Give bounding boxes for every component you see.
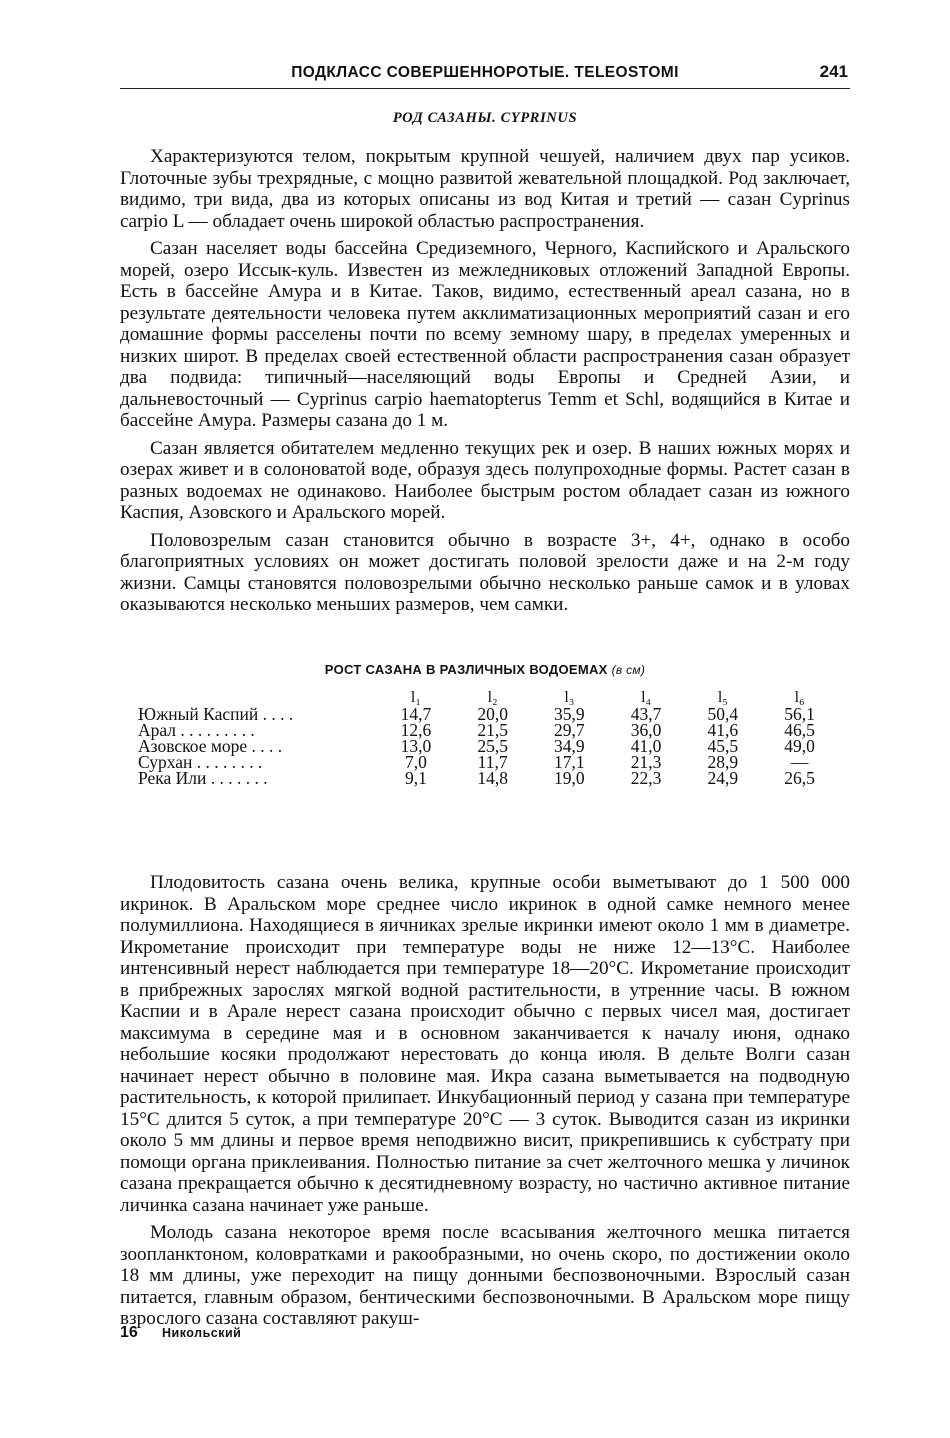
cell: 22,3	[630, 768, 662, 788]
paragraph: Плодовитость сазана очень велика, крупные особи выметывают до 1 500 000 икринок. В Аральском море среднее число икринок в одной самке немного менее полумиллиона. Находящиеся в яичниках зрелые икринки имеют около 1 мм в диаметре. Икрометание происходит при температуре воды не ниже 12—13°С. Наиболее интенсивный нерест наблюдается при температуре 18—20°С. Икрометание происходит в прибрежных зарослях мягкой водной растительности, в утренние часы. В южном Каспии и в Арале нерест сазана происходит обычно с первых чисел мая, достигает максимума в середине мая и в основном заканчивается к началу июня, однако небольшие косяки продолжают нерестовать до конца июля. В дельте Волги сазан начинает нерест обычно в половине мая. Икра сазана выметывается на подводную растительность, к которой прилипает. Инкубационный период у сазана при температуре 15°С длится 5 суток, а при температуре 20°С — 3 суток. Выводится сазан из икринки около 5 мм длины и первое время неподвижно висит, прикрепившись к субстрату при помощи органа приклеивания. Полностью питание за счет желточного мешка у личинок сазана прекращается обычно к десятидневному возрасту, но частично активное питание личинка сазана начинает уже раньше.	[120, 872, 850, 1216]
cell: 14,8	[477, 768, 508, 788]
header-l4: l₄	[641, 689, 652, 706]
row-site: Арал . . . . . . . . .	[138, 720, 255, 740]
table-row	[138, 770, 838, 786]
signature-mark: 16	[120, 1324, 138, 1341]
cell: 36,0	[630, 720, 662, 740]
cell: 25,5	[477, 736, 508, 756]
growth-table	[138, 680, 838, 786]
cell: 56,1	[784, 704, 815, 724]
page-footer	[120, 1324, 850, 1346]
row-site: Южный Каспий . . . .	[138, 704, 294, 724]
cell: 34,9	[554, 736, 585, 756]
paragraph: Характеризуются телом, покрытым крупной чешуей, наличием двух пар усиков. Глоточные зубы трехрядные, с мощно развитой жевательной площадкой. Род заключает, видимо, три вида, два из которых описаны из вод Китая и третий — сазан Cyprinus carpio L — обладает очень широкой областью распространения.	[120, 146, 850, 232]
paragraph: Половозрелым сазан становится обычно в возрасте 3+, 4+, однако в особо благоприятных условиях он может достигать половой зрелости даже и на 2-м году жизни. Самцы становятся половозрелыми обычно несколько раньше самок и в уловах оказываются несколько меньших размеров, чем самки.	[120, 529, 850, 615]
table-caption	[120, 662, 850, 677]
row-site: Азовское море . . . .	[138, 736, 283, 756]
cell: 41,6	[707, 720, 739, 740]
cell: 43,7	[630, 704, 662, 724]
text-block-top	[120, 146, 850, 618]
table-header-row	[138, 680, 838, 706]
header-l3: l₃	[564, 689, 575, 706]
table-unit: (в см)	[611, 663, 646, 677]
cell: 12,6	[400, 720, 432, 740]
cell: 19,0	[554, 768, 585, 788]
header-l2: l₂	[487, 689, 498, 706]
cell: 49,0	[784, 736, 815, 756]
cell: 29,7	[554, 720, 585, 740]
cell: 20,0	[477, 704, 508, 724]
cell: 17,1	[554, 752, 585, 772]
running-head	[120, 60, 850, 89]
paragraph: Сазан населяет воды бассейна Средиземного, Черного, Каспийского и Аральского морей, озеро Иссык-куль. Известен из межледниковых отложений Западной Европы. Есть в бассейне Амура и в Китае. Таков, видимо, естественный ареал сазана, но в результате деятельности человека путем акклиматизационных мероприятий сазан и его домашние формы расселены почти по всему земному шару, в пределах умеренных и низких широт. В пределах своей естественной области распространения сазан образует два подвида: типичный—населяющий воды Европы и Средней Азии, и дальневосточный — Cyprinus carpio haematopterus Temm et Schl, водящийся в Китае и бассейне Амура. Размеры сазана до 1 м.	[120, 238, 850, 431]
cell: 45,5	[707, 736, 739, 756]
text-block-bottom	[120, 872, 850, 1332]
row-site: Река Или . . . . . . .	[138, 768, 268, 788]
cell: 26,5	[784, 768, 815, 788]
cell: 41,0	[630, 736, 662, 756]
cell: 13,0	[400, 736, 432, 756]
cell: 35,9	[554, 704, 585, 724]
paragraph: Молодь сазана некоторое время после всасывания желточного мешка питается зоопланктоном, коловратками и ракообразными, но очень скоро, по достижении около 18 мм длины, уже переходит на пищу донными беспозвоночными. Взрослый сазан питается, главным образом, бентическими беспозвоночными. В Аральском море пищу взрослого сазана составляют ракуш-	[120, 1222, 850, 1329]
cell: 7,0	[404, 752, 427, 772]
author-name: Никольский	[162, 1326, 242, 1340]
header-l6: l₆	[794, 689, 805, 706]
running-title: ПОДКЛАСС СОВЕРШЕННОРОТЫЕ. TELEOSTOMI	[291, 64, 679, 81]
cell: 14,7	[400, 704, 432, 724]
row-site: Сурхан . . . . . . . .	[138, 752, 263, 772]
cell: 21,3	[630, 752, 662, 772]
header-l5: l₅	[717, 689, 728, 706]
paragraph: Сазан является обитателем медленно текущих рек и озер. В наших южных морях и озерах живет и в солоноватой воде, образуя здесь полупроходные формы. Растет сазан в разных водоемах не одинаково. Наиболее быстрым ростом обладает сазан из южного Каспия, Азовского и Аральского морей.	[120, 437, 850, 523]
cell: —	[790, 752, 809, 772]
cell: 11,7	[477, 752, 508, 772]
page-number: 241	[819, 62, 848, 81]
cell: 21,5	[477, 720, 508, 740]
header-l1: l₁	[410, 689, 421, 706]
cell: 28,9	[707, 752, 739, 772]
table-caption-text: РОСТ САЗАНА В РАЗЛИЧНЫХ ВОДОЕМАХ	[324, 662, 608, 677]
cell: 9,1	[404, 768, 427, 788]
section-title: РОД САЗАНЫ. CYPRINUS	[392, 110, 578, 126]
header-site	[138, 680, 378, 706]
cell: 46,5	[784, 720, 815, 740]
cell: 24,9	[707, 768, 739, 788]
cell: 50,4	[707, 704, 739, 724]
